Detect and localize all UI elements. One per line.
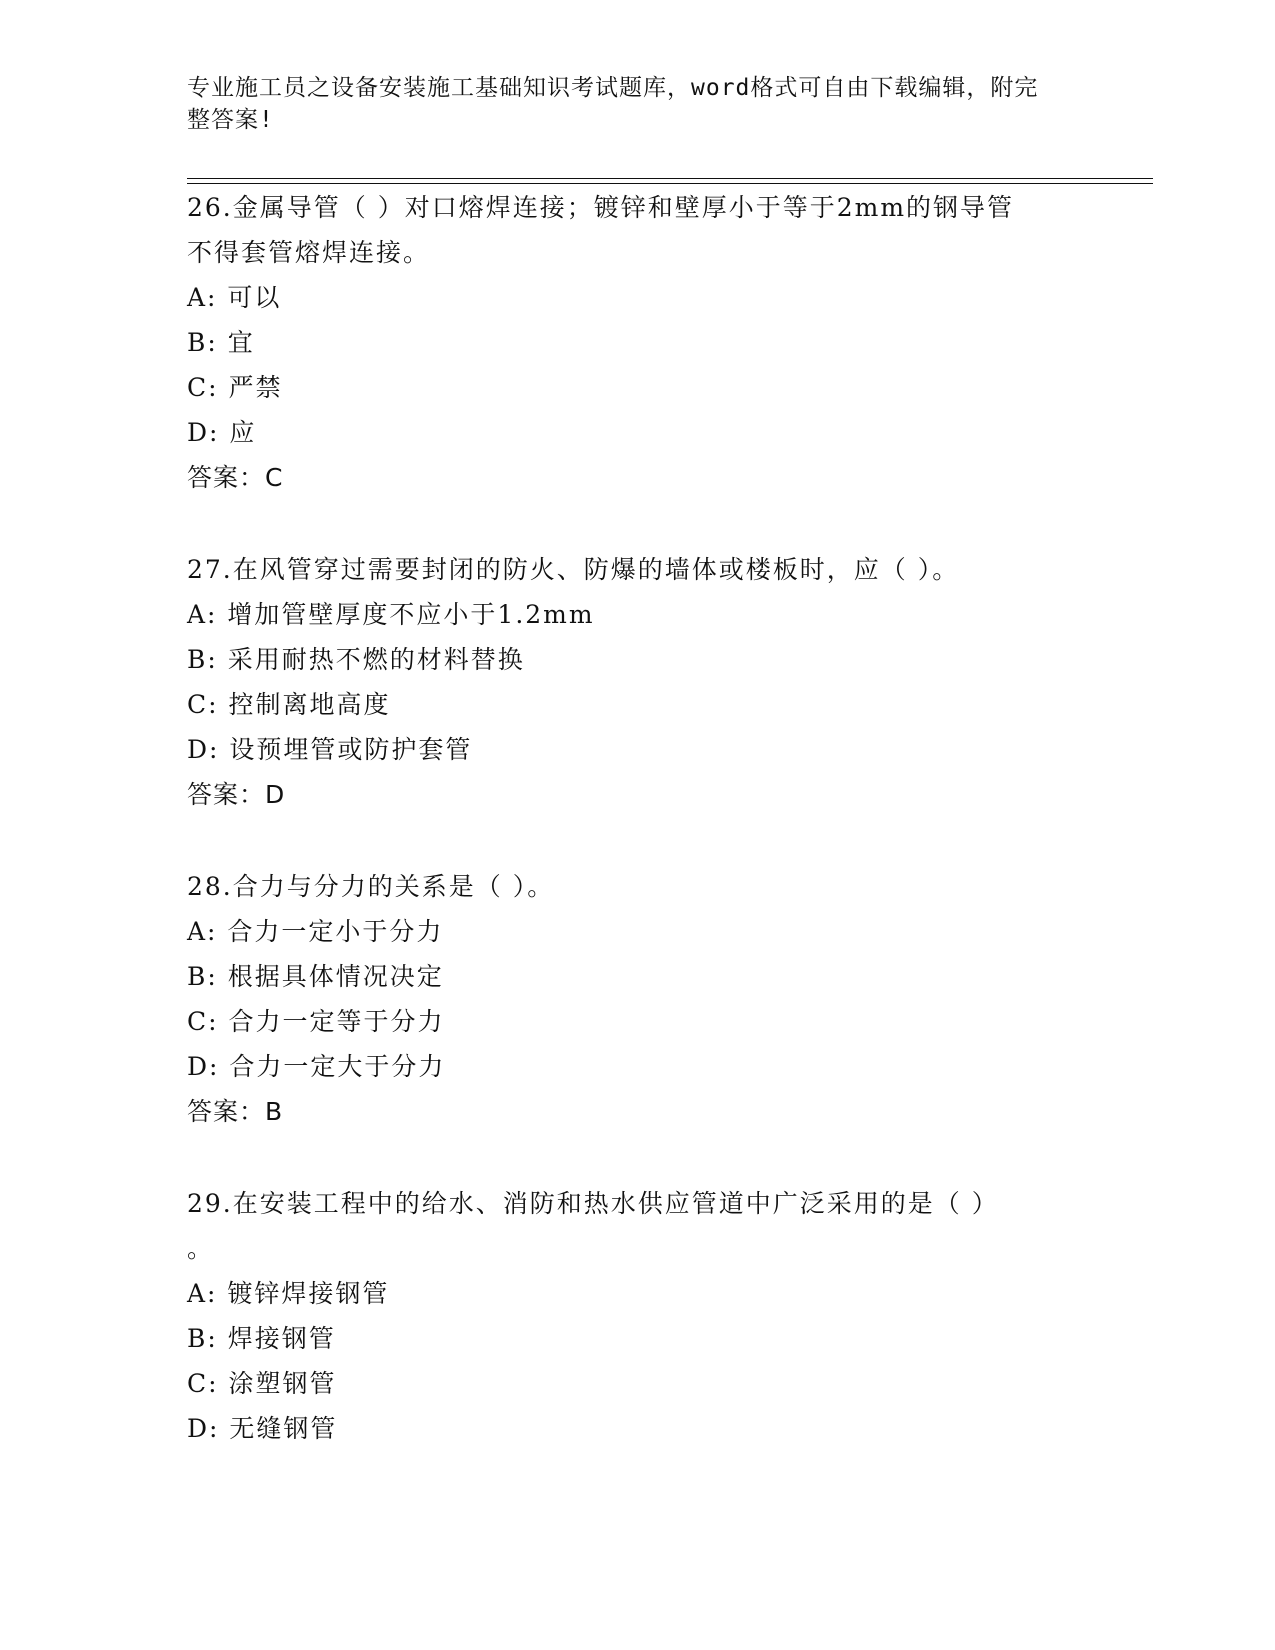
option-d: D: 无缝钢管 xyxy=(187,1414,338,1443)
document-header xyxy=(187,72,1067,136)
question-26 xyxy=(187,185,1067,500)
option-b: B: 根据具体情况决定 xyxy=(187,962,444,991)
answer-label: 答案：B xyxy=(187,1097,284,1126)
question-29 xyxy=(187,1181,1067,1451)
option-b: B: 焊接钢管 xyxy=(187,1324,336,1353)
option-c: C: 控制离地高度 xyxy=(187,690,391,719)
option-d: D: 设预埋管或防护套管 xyxy=(187,735,473,764)
option-a: A: 增加管壁厚度不应小于1.2mm xyxy=(187,600,595,629)
header-line-2: 整答案! xyxy=(187,107,274,133)
option-d: D: 合力一定大于分力 xyxy=(187,1052,446,1081)
option-c: C: 涂塑钢管 xyxy=(187,1369,337,1398)
option-b: B: 宜 xyxy=(187,328,255,357)
question-stem-continued: 不得套管熔焊连接。 xyxy=(187,238,431,267)
question-stem: 28.合力与分力的关系是（ ）。 xyxy=(187,872,555,901)
option-a: A: 镀锌焊接钢管 xyxy=(187,1279,390,1308)
option-c: C: 合力一定等于分力 xyxy=(187,1007,445,1036)
question-stem: 26.金属导管（ ）对口熔焊连接；镀锌和壁厚小于等于2mm的钢导管 xyxy=(187,193,1015,222)
question-28 xyxy=(187,864,1067,1134)
answer-label: 答案：D xyxy=(187,780,286,809)
question-stem: 27.在风管穿过需要封闭的防火、防爆的墙体或楼板时，应（ ）。 xyxy=(187,555,960,584)
question-stem-continued: 。 xyxy=(187,1234,215,1263)
header-divider-bottom xyxy=(187,183,1153,184)
option-c: C: 严禁 xyxy=(187,373,283,402)
question-27 xyxy=(187,547,1067,817)
option-a: A: 合力一定小于分力 xyxy=(187,917,444,946)
header-divider-top xyxy=(187,178,1153,179)
option-a: A: 可以 xyxy=(187,283,282,312)
header-line-1: 专业施工员之设备安装施工基础知识考试题库，word格式可自由下载编辑，附完 xyxy=(187,75,1039,101)
question-stem: 29.在安装工程中的给水、消防和热水供应管道中广泛采用的是（ ） xyxy=(187,1189,999,1218)
answer-label: 答案：C xyxy=(187,463,284,492)
option-b: B: 采用耐热不燃的材料替换 xyxy=(187,645,525,674)
option-d: D: 应 xyxy=(187,418,257,447)
